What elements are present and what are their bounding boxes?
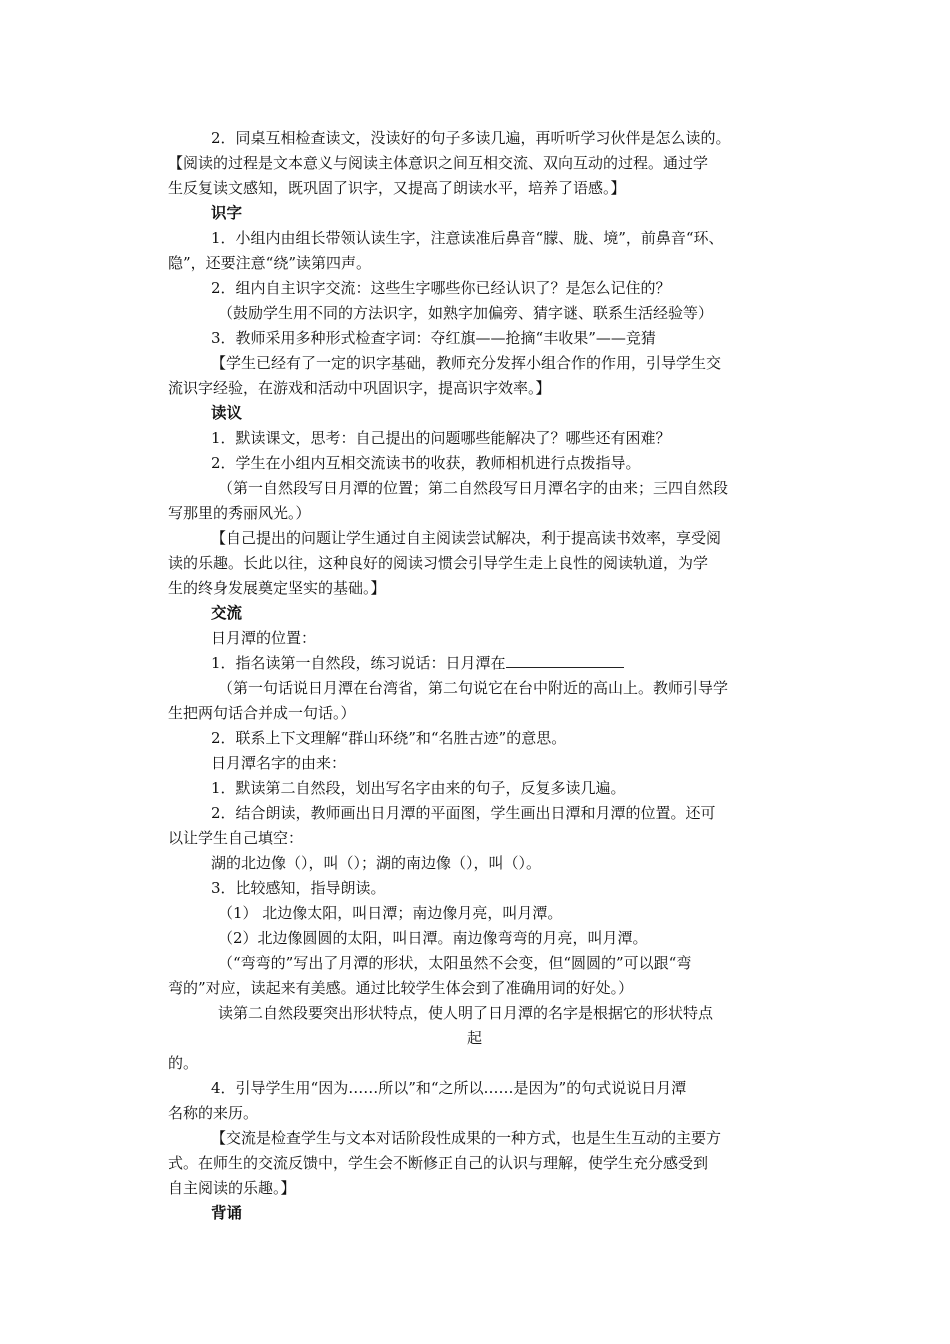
paragraph-line: 1．默读课文，思考：自己提出的问题哪些能解决了？哪些还有困难？ [211,429,671,447]
section-heading-duyi: 读议 [211,404,243,422]
paragraph-line: 弯的”对应，读起来有美感。通过比较学生体会到了准确用词的好处。） [168,979,634,997]
paragraph-line: （“弯弯的”写出了月潭的形状，太阳虽然不会变，但“圆圆的”可以跟“弯 [218,954,692,972]
paragraph-line: （1） 北边像太阳，叫日潭；南边像月亮，叫月潭。 [218,904,563,922]
commentary-line: 流识字经验，在游戏和活动中巩固识字，提高识字效率。】 [168,379,551,397]
commentary-line: 【自己提出的问题让学生通过自主阅读尝试解决，利于提高读书效率，享受阅 [211,529,722,547]
section-heading-beisong: 背诵 [211,1204,243,1222]
paragraph-line: （鼓励学生用不同的方法识字，如熟字加偏旁、猜字谜、联系生活经验等） [218,304,714,322]
section-heading-shizi: 识字 [211,204,243,222]
paragraph-line: 2．结合朗读，教师画出日月潭的平面图，学生画出日潭和月潭的位置。还可 [211,804,716,822]
section-heading-jiaoliu: 交流 [211,604,243,622]
commentary-line: 【阅读的过程是文本意义与阅读主体意识之间互相交流、双向互动的过程。通过学 [168,154,709,172]
paragraph-line [211,653,624,673]
paragraph-line: 3．教师采用多种形式检查字词：夺红旗——抢摘“丰收果”——竞猜 [211,329,656,347]
paragraph-line: 生把两句话合并成一句话。） [168,704,356,722]
commentary-line: 式。在师生的交流反馈中，学生会不断修正自己的认识与理解，使学生充分感受到 [168,1154,709,1172]
commentary-line: 【学生已经有了一定的识字基础，教师充分发挥小组合作的作用，引导学生交 [211,354,722,372]
paragraph-line: （第一自然段写日月潭的位置；第二自然段写日月潭名字的由来；三四自然段 [218,479,729,497]
paragraph-line: 2．组内自主识字交流：这些生字哪些你已经认识了？是怎么记住的？ [211,279,671,297]
paragraph-line: 4．引导学生用“因为……所以”和“之所以……是因为”的句式说说日月潭 [211,1079,687,1097]
paragraph-line: 1．默读第二自然段，划出写名字由来的句子，反复多读几遍。 [211,779,626,797]
commentary-line: 自主阅读的乐趣。】 [168,1179,296,1197]
paragraph-line: （第一句话说日月潭在台湾省，第二句说它在台中附近的高山上。教师引导学 [218,679,729,697]
commentary-line: 生的终身发展奠定坚实的基础。】 [168,579,386,597]
fill-in-blank [506,653,624,668]
subheading-line: 日月潭名字的由来： [211,754,347,772]
paragraph-line: 读第二自然段要突出形状特点，使人明了日月潭的名字是根据它的形状特点 [218,1004,714,1022]
paragraph-line: 起 [467,1029,483,1047]
paragraph-line: 湖的北边像（），叫（）；湖的南边像（），叫（）。 [211,854,542,872]
paragraph-line: 名称的来历。 [168,1104,259,1122]
paragraph-line: 写那里的秀丽风光。） [168,504,311,522]
paragraph-line: 1．小组内由组长带领认读生字，注意读准后鼻音“朦、胧、境”，前鼻音“环、 [211,229,724,247]
commentary-line: 生反复读文感知，既巩固了识字，又提高了朗读水平，培养了语感。】 [168,179,626,197]
commentary-line: 读的乐趣。长此以往，这种良好的阅读习惯会引导学生走上良性的阅读轨道，为学 [168,554,709,572]
commentary-line: 【交流是检查学生与文本对话阶段性成果的一种方式，也是生生互动的主要方 [211,1129,722,1147]
paragraph-line: 2．学生在小组内互相交流读书的收获，教师相机进行点拨指导。 [211,454,641,472]
subheading-line: 日月潭的位置： [211,629,317,647]
paragraph-line: 的。 [168,1054,199,1072]
paragraph-line: 以让学生自己填空： [168,829,304,847]
paragraph-text: 1．指名读第一自然段，练习说话：日月潭在 [211,654,506,672]
paragraph-line: 2．同桌互相检查读文，没读好的句子多读几遍，再听听学习伙伴是怎么读的。 [211,129,731,147]
paragraph-line: （2）北边像圆圆的太阳，叫日潭。南边像弯弯的月亮，叫月潭。 [218,929,648,947]
paragraph-line: 2．联系上下文理解“群山环绕”和“名胜古迹”的意思。 [211,729,567,747]
paragraph-line: 3．比较感知，指导朗读。 [211,879,386,897]
paragraph-line: 隐”，还要注意“绕”读第四声。 [168,254,372,272]
